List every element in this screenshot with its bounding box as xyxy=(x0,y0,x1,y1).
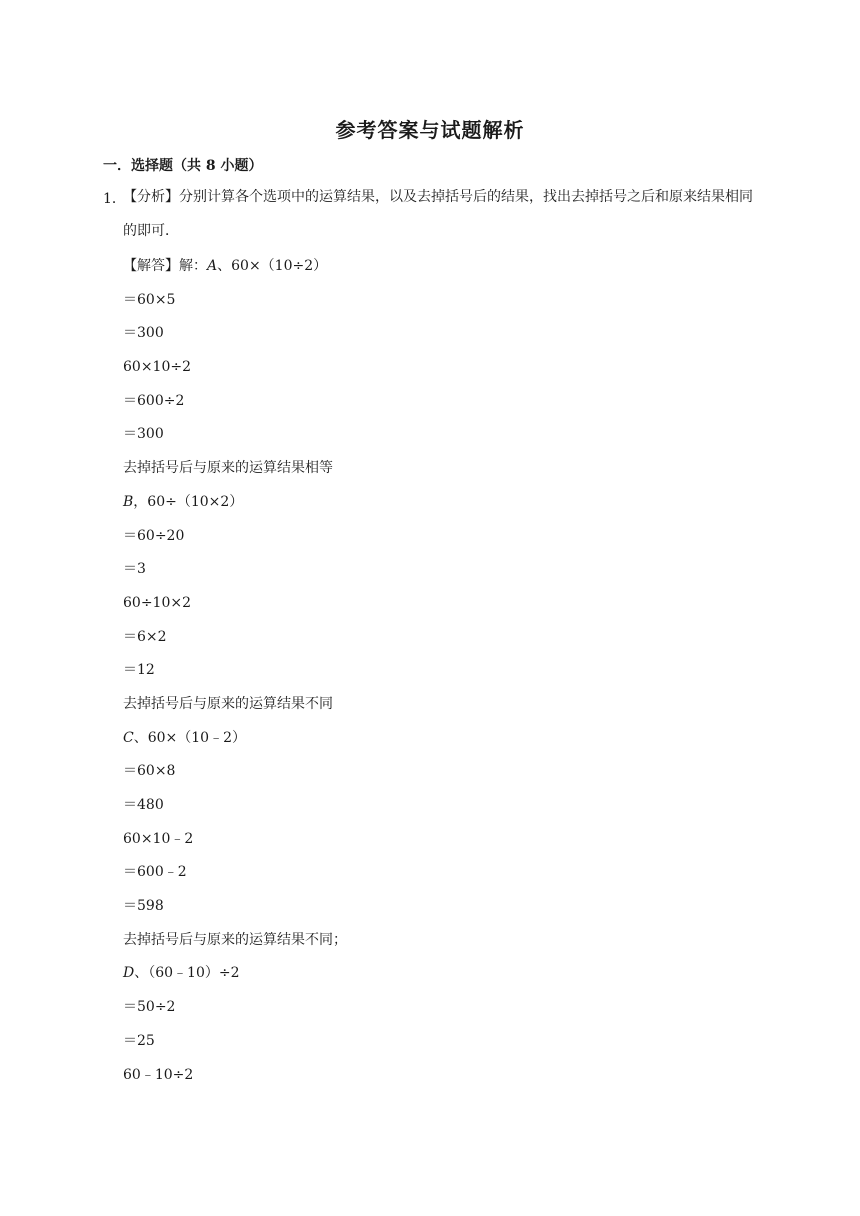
solution-line xyxy=(123,490,347,524)
solution-line: ＝6×2 xyxy=(123,628,167,645)
solution-line: 60﹣10÷2 xyxy=(123,1066,194,1083)
section-heading: 一．选择题（共 8 小题） xyxy=(103,158,263,174)
solution-line: 去掉括号后与原来的运算结果不同； xyxy=(123,931,347,948)
solution-expression: 、（60﹣10）÷2 xyxy=(134,965,240,982)
solution-line: 60×10﹣2 xyxy=(123,830,194,847)
solution-lines xyxy=(123,254,347,1096)
option-letter-a: A xyxy=(207,258,218,274)
solution-line xyxy=(123,726,347,760)
solution-expression: 、60×（10÷2） xyxy=(217,258,328,274)
solution-line: 60÷10×2 xyxy=(123,594,191,611)
solution-line: ＝300 xyxy=(123,426,164,443)
solution-line: ＝480 xyxy=(123,797,164,813)
solution-line: ＝60÷20 xyxy=(123,527,185,544)
option-letter-c: C xyxy=(123,729,134,746)
page-title: 参考答案与试题解析 xyxy=(335,118,525,142)
solution-line: ＝50÷2 xyxy=(123,999,176,1016)
solution-line: ＝3 xyxy=(123,561,146,578)
solution-line: ＝600÷2 xyxy=(123,392,185,409)
solution-label: 【解答】解： xyxy=(123,258,207,274)
solution-line: 去掉括号后与原来的运算结果相等 xyxy=(123,460,333,477)
option-letter-d: D xyxy=(123,965,135,982)
solution-line xyxy=(123,254,347,288)
solution-line xyxy=(123,961,347,995)
solution-line: 60×10÷2 xyxy=(123,359,191,376)
question-number: 1． xyxy=(103,191,126,207)
solution-line: ＝598 xyxy=(123,898,164,915)
solution-line: ＝60×5 xyxy=(123,291,176,308)
solution-line: ＝12 xyxy=(123,662,155,679)
solution-expression: 、60×（10﹣2） xyxy=(133,729,246,746)
solution-expression: ，60÷（10×2） xyxy=(133,493,244,510)
analysis-paragraph: 【分析】分别计算各个选项中的运算结果，以及去掉括号后的结果，找出去掉括号之后和原来结果相同的即可． xyxy=(123,189,753,239)
option-letter-b: B xyxy=(123,493,134,510)
solution-line: ＝600﹣2 xyxy=(123,864,187,881)
solution-line: 去掉括号后与原来的运算结果不同 xyxy=(123,695,333,712)
solution-line: ＝300 xyxy=(123,325,164,342)
solution-line: ＝25 xyxy=(123,1032,155,1049)
solution-line: ＝60×8 xyxy=(123,763,176,780)
